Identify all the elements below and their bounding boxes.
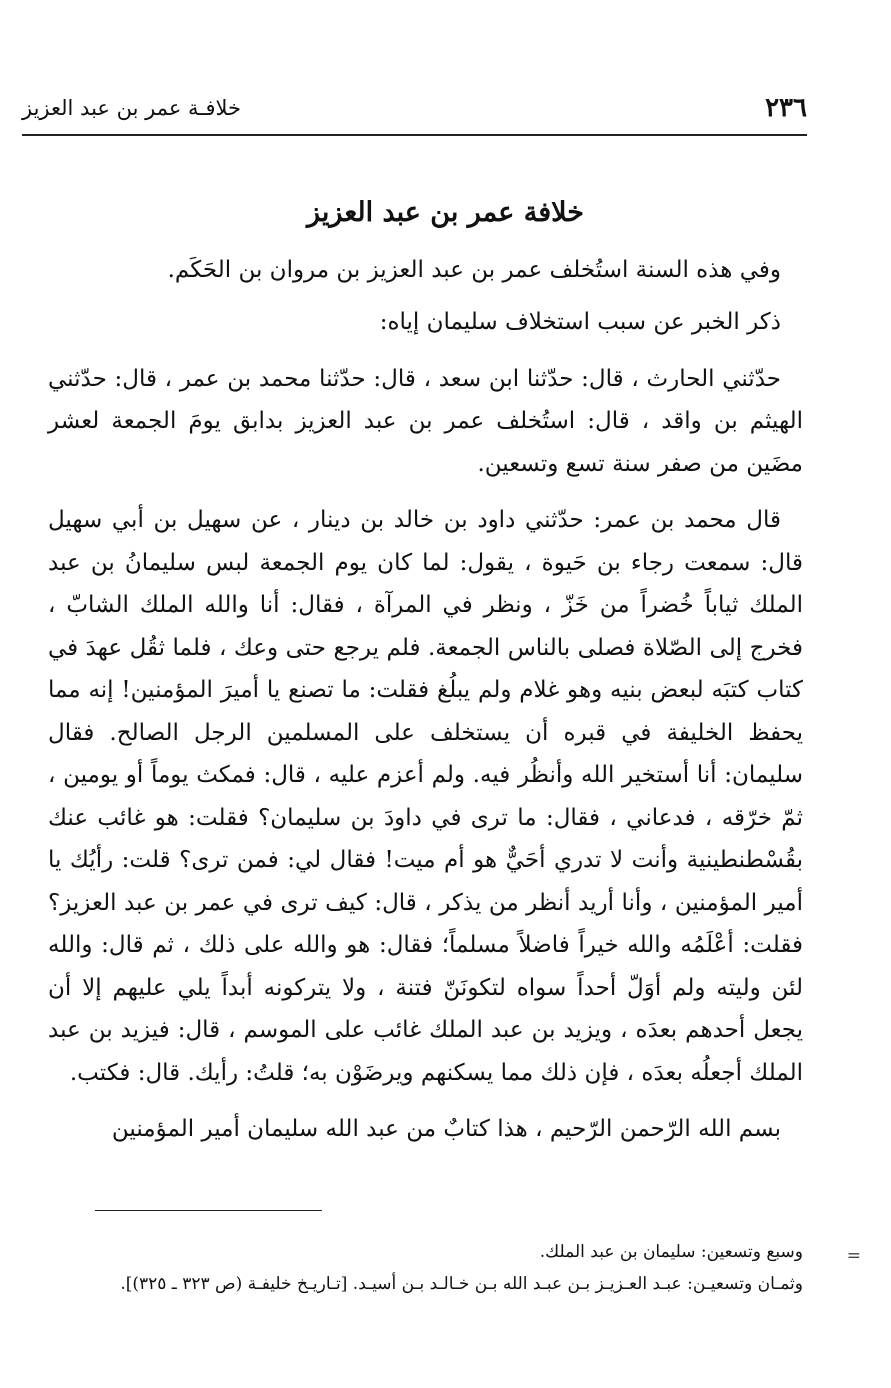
running-title: خلافـة عمر بن عبد العزيز <box>22 96 242 120</box>
paragraph-intro: وفي هذه السنة استُخلف عمر بن عبد العزيز بن مروان بن الحَكَم. <box>167 256 781 283</box>
header-divider <box>22 134 807 136</box>
footnotes <box>48 1236 861 1300</box>
paragraph-bismillah: بسم الله الرّحمن الرّحيم ، هذا كتابٌ من عبد الله سليمان أمير المؤمنين <box>111 1116 781 1142</box>
paragraph-section-heading: ذكر الخبر عن سبب استخلاف سليمان إياه: <box>379 309 781 335</box>
footnote-continuation-mark: = <box>846 1246 861 1266</box>
chapter-title: خلافة عمر بن عبد العزيز <box>307 197 584 228</box>
page-number: ٢٣٦ <box>765 93 807 123</box>
paragraph-isnad-1: حدّثني الحارث ، قال: حدّثنا ابن سعد ، قال: حدّثنا محمد بن عمر ، قال: حدّثني الهيثم بن واقد ، قال: استُخلف عمر بن عبد العزيز بدابق يومَ الجمعة لعشر مضَين من صفر سنة تسع وتسعين. <box>48 365 803 477</box>
footnote-line: وسبع وتسعين: سليمان بن عبد الملك. <box>539 1242 803 1262</box>
footnote-line: وثمـان وتسعيـن: عبـد العـزيـز بـن عبـد الله بـن خـالـد بـن أسيـد. [تـاريـخ خليفـة (ص ٣٢٣ ـ ٣٢٥)]. <box>120 1274 803 1294</box>
footnote-divider <box>95 1210 322 1211</box>
running-header <box>22 88 807 128</box>
main-text <box>48 192 803 1161</box>
paragraph-narrative: قال محمد بن عمر: حدّثني داود بن خالد بن دينار ، عن سهيل بن أبي سهيل قال: سمعت رجاء بن حَيوة ، يقول: لما كان يوم الجمعة لبس سليمانُ بن عبد الملك ثياباً خُضراً من خَزّ ، ونظر في المرآة ، فقال: أنا والله الملك الشابّ ، فخرج إلى الصّلاة فصلى بالناس الجمعة. فلم يرجع حتى وعك ، فلما ثقُل عهدَ في كتاب كتبَه لبعض بنيه وهو غلام ولم يبلُغ فقلت: ما تصنع يا أميرَ المؤمنين! إنه مما يحفظ الخليفة في قبره أن يستخلف على المسلمين الرجل الصالح. فقال سليمان: أنا أستخير الله وأنظُر فيه. ولم أعزم عليه ، قال: فمكث يوماً أو يومين ، ثمّ خرّقه ، فدعاني ، فقال: ما ترى في داودَ بن سليمان؟ فقلت: هو غائب عنك بقُسْطنطينية وأنت لا تدري أحَيٌّ هو أم ميت! فقال لي: فمن ترى؟ قلت: رأيُك يا أمير المؤمنين ، وأنا أريد أنظر من يذكر ، قال: كيف ترى في عمر بن عبد العزيز؟ فقلت: أعْلَمُه والله خيراً فاضلاً مسلماً؛ فقال: هو والله على ذلك ، ثم قال: والله لئن وليته ولم أوَلّ أحداً سواه لتكونَنّ فتنة ، ولا يتركونه أبداً يلي عليهم إلا أن يجعل أحدهم بعدَه ، ويزيد بن عبد الملك غائب على الموسم ، قال: فيزيد بن عبد الملك أجعلُه بعدَه ، فإن ذلك مما يسكنهم ويرضَوْن به؛ قلتُ: رأيك. قال: فكتب. <box>48 507 803 1086</box>
